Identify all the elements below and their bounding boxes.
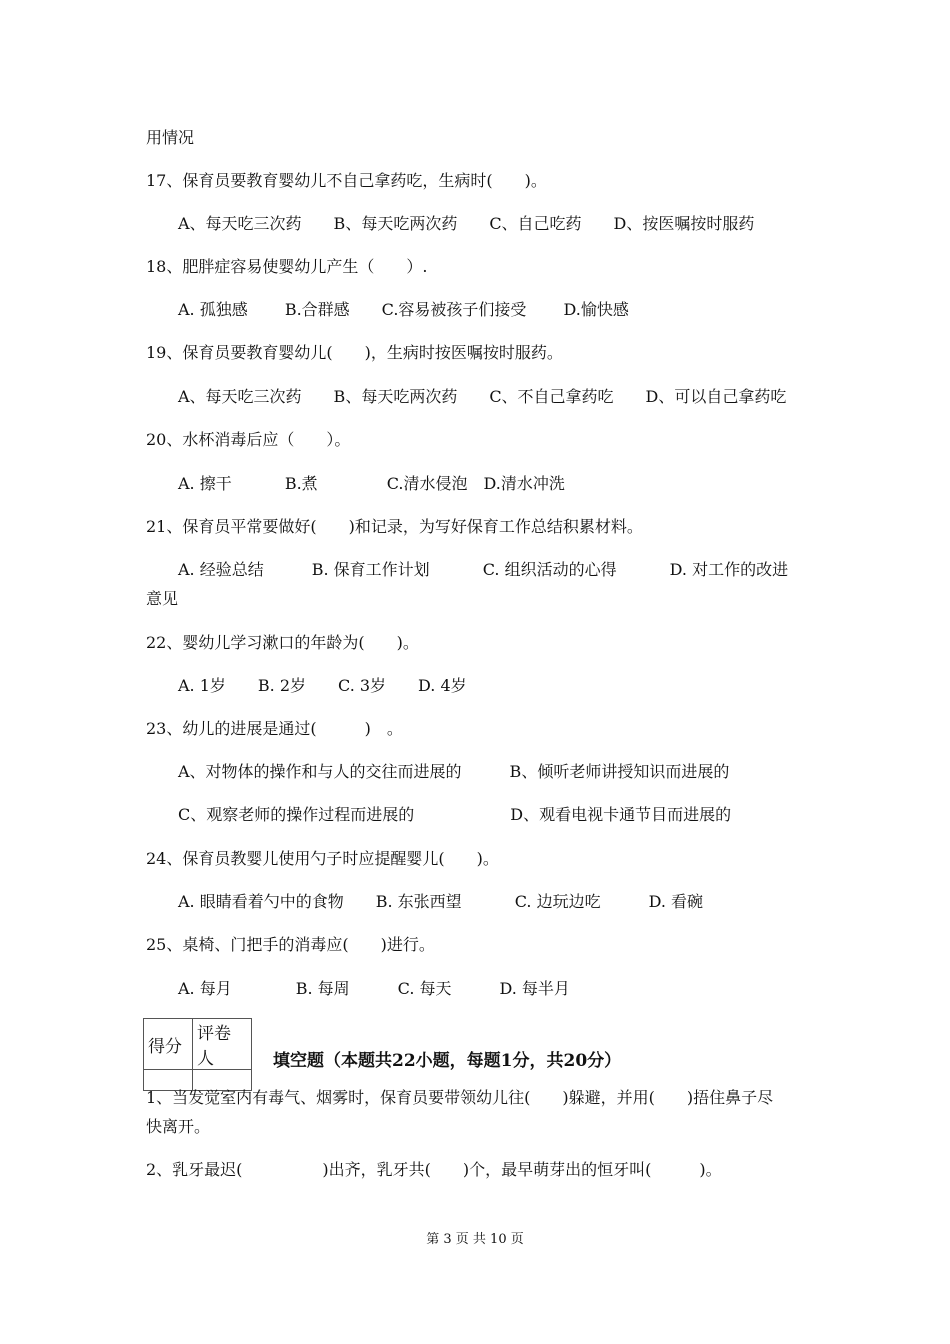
- text-line: 用情况: [146, 128, 195, 147]
- fill-question-1: 1、当发觉室内有毒气、烟雾时，保育员要带领幼儿往( )躲避，并用( )捂住鼻子尽: [146, 1088, 774, 1107]
- question-19: 19、保育员要教育婴幼儿( )，生病时按医嘱按时服药。: [146, 343, 563, 362]
- question-20: 20、水杯消毒后应（ ）。: [146, 430, 351, 449]
- options-25: A. 每月 B. 每周 C. 每天 D. 每半月: [178, 979, 570, 998]
- question-25: 25、桌椅、门把手的消毒应( )进行。: [146, 935, 435, 954]
- options-23-ab: A、对物体的操作和与人的交往而进展的 B、倾听老师讲授知识而进展的: [178, 762, 730, 781]
- question-24: 24、保育员教婴儿使用勺子时应提醒婴儿( )。: [146, 849, 499, 868]
- fill-question-1-wrap: 快离开。: [146, 1117, 211, 1136]
- question-23: 23、幼儿的进展是通过( ) 。: [146, 719, 403, 738]
- options-23-cd: C、观察老师的操作过程而进展的 D、观看电视卡通节目而进展的: [178, 805, 732, 824]
- score-box: [143, 1018, 252, 1091]
- question-18: 18、肥胖症容易使婴幼儿产生（ ）.: [146, 257, 428, 276]
- grader-label: 评卷人: [193, 1019, 252, 1070]
- question-21: 21、保育员平常要做好( )和记录，为写好保育工作总结积累材料。: [146, 517, 643, 536]
- options-18: A. 孤独感 B.合群感 C.容易被孩子们接受 D.愉快感: [178, 300, 629, 319]
- page-footer: 第 3 页 共 10 页: [426, 1232, 524, 1247]
- options-24: A. 眼睛看着勺中的食物 B. 东张西望 C. 边玩边吃 D. 看碗: [178, 892, 704, 911]
- question-17: 17、保育员要教育婴幼儿不自己拿药吃，生病时( )。: [146, 171, 547, 190]
- options-21-wrap: 意见: [146, 589, 179, 608]
- options-17: A、每天吃三次药 B、每天吃两次药 C、自己吃药 D、按医嘱按时服药: [178, 214, 755, 233]
- question-22: 22、婴幼儿学习漱口的年龄为( )。: [146, 633, 419, 652]
- options-19: A、每天吃三次药 B、每天吃两次药 C、不自己拿药吃 D、可以自己拿药吃: [178, 387, 787, 406]
- options-20: A. 擦干 B.煮 C.清水侵泡 D.清水冲洗: [178, 474, 565, 493]
- section-title: 填空题（本题共22小题，每题1分，共20分）: [273, 1051, 622, 1071]
- score-label: 得分: [144, 1019, 193, 1070]
- fill-question-2: 2、乳牙最迟( )出齐，乳牙共( )个，最早萌芽出的恒牙叫( )。: [146, 1160, 722, 1179]
- options-22: A. 1岁 B. 2岁 C. 3岁 D. 4岁: [178, 676, 467, 695]
- options-21: A. 经验总结 B. 保育工作计划 C. 组织活动的心得 D. 对工作的改进: [178, 560, 789, 579]
